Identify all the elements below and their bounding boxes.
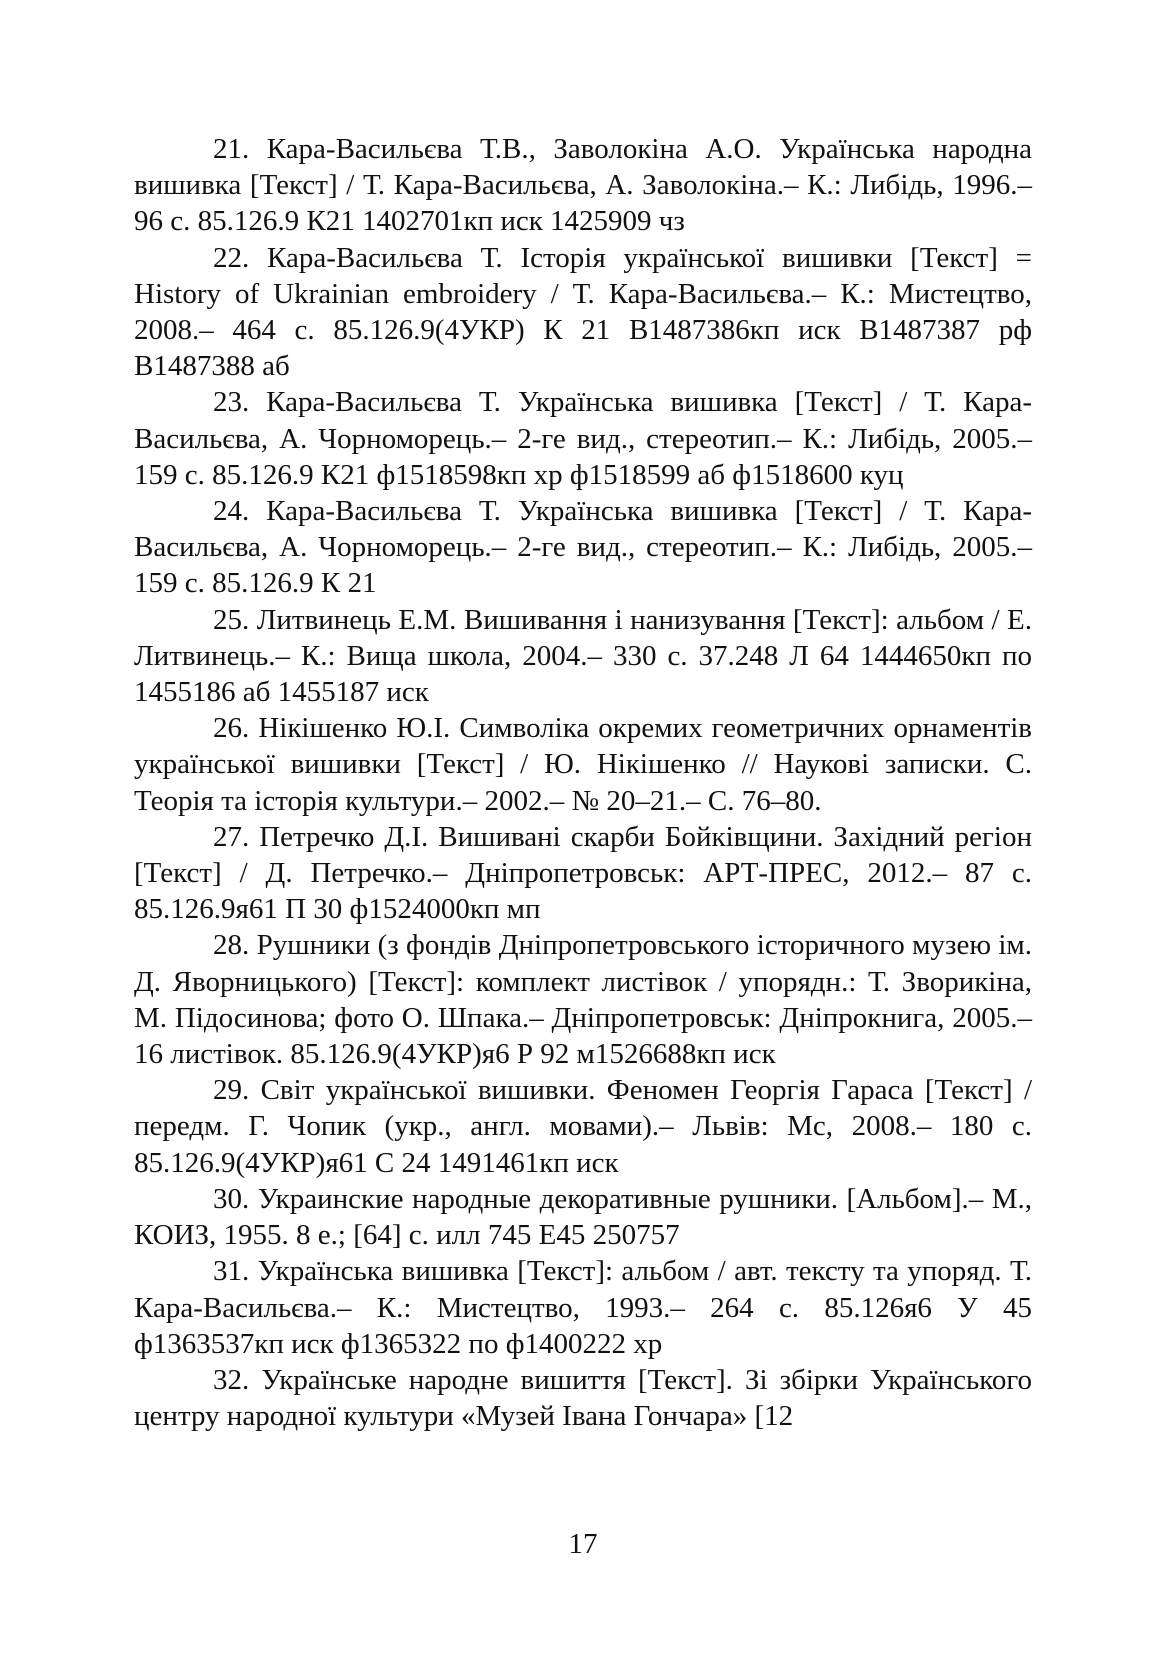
bibliography-entry [134,240,1032,385]
bibliography-entry [134,1181,1032,1253]
entry-text: Світ української вишивки. Феномен Георгія Гараса [Текст] / передм. Г. Чопик (укр., англ. мовами).– Львів: Мс, 2008.– 180 с. 85.126.9(4УКР)я61 С 24 1491461кп иск [134,1074,1032,1179]
entry-text: Кара-Васильєва Т. Українська вишивка [Текст] / Т. Кара-Васильєва, А. Чорноморець.– 2-ге вид., стереотип.– К.: Либідь, 2005.– 159 с. 85.126.9 К21 ф1518598кп хр ф1518599 аб ф1518600 куц [134,386,1033,491]
entry-number: 24. [213,495,250,528]
bibliography-entry [134,710,1032,819]
entry-number: 25. [213,603,250,636]
entry-number: 21. [213,133,250,165]
entry-number: 31. [213,1255,250,1288]
page-number: 17 [568,1528,598,1560]
entry-text: Рушники (з фондів Дніпропетровського історичного музею ім. Д. Яворницького) [Текст]: комплект листівок / упорядн.: Т. Зворикіна, М. Підосинова; фото О. Шпака.– Дніпропетровськ: Дніпрокнига, 2005.– 16 листівок. 85.126.9(4УКР)я6 Р 92 м1526688кп иск [134,929,1032,1071]
bibliography-entry [134,493,1032,602]
entry-number: 29. [213,1074,250,1107]
bibliography-entry [134,927,1032,1072]
entry-text: Кара-Васильєва Т. Історія української вишивки [Текст] = History of Ukrainian embroidery / Т. Кара-Васильєва.– К.: Мистецтво, 2008.– 464 с. 85.126.9(4УКР) К 21 В1487386кп иск В1487387 рф В1487388 аб [134,241,1032,383]
bibliography-list [134,131,1032,1434]
entry-number: 27. [213,820,250,853]
entry-text: Нікішенко Ю.І. Символіка окремих геометричних орнаментів української вишивки [Текст] / Ю. Нікішенко // Наукові записки. С. Теорія та історія культури.– 2002.– № 20–21.– С. 76–80. [134,712,1033,817]
entry-number: 26. [213,712,250,745]
bibliography-entry [134,1072,1032,1181]
entry-text: Петречко Д.І. Вишивані скарби Бойківщини. Західний регіон [Текст] / Д. Петречко.– Дніпропетровськ: АРТ-ПРЕС, 2012.– 87 с. 85.126.9я61 П 30 ф1524000кп мп [134,820,1032,926]
entry-text: Українська вишивка [Текст]: альбом / авт. тексту та упоряд. Т. Кара-Васильєва.– К.: Мистецтво, 1993.– 264 с. 85.126я6 У 45 ф1363537кп иск ф1365322 по ф1400222 хр [134,1255,1033,1360]
entry-text: Кара-Васильєва Т.В., Заволокіна А.О. Українська народна вишивка [Текст] / Т. Кара-Васильєва, А. Заволокіна.– К.: Либідь, 1996.– 96 с. 85.126.9 К21 1402701кп иск 1425909 чз [134,133,1032,238]
entry-text: Украинские народные декоративные рушники. [Альбом].– М., КОИЗ, 1955. 8 е.; [64] с. илл 745 Е45 250757 [134,1182,1032,1252]
entry-number: 32. [213,1363,250,1396]
entry-text: Кара-Васильєва Т. Українська вишивка [Текст] / Т. Кара-Васильєва, А. Чорноморець.– 2-ге вид., стереотип.– К.: Либідь, 2005.– 159 с. 85.126.9 К 21 [134,495,1033,600]
bibliography-entry [134,384,1032,493]
entry-text: Литвинець Е.М. Вишивання і нанизування [Текст]: альбом / Е. Литвинець.– К.: Вища школа, 2004.– 330 с. 37.248 Л 64 1444650кп по 1455186 аб 1455187 иск [134,603,1032,709]
bibliography-entry [134,1362,1032,1434]
bibliography-entry [134,131,1032,240]
entry-number: 22. [213,241,250,274]
entry-text: Українське народне вишиття [Текст]. Зі збірки Українського центру народної культури «Музей Івана Гончара» [12 [134,1363,1032,1433]
bibliography-entry [134,1253,1032,1362]
bibliography-entry [134,819,1032,928]
entry-number: 23. [213,386,250,419]
bibliography-entry [134,602,1032,711]
entry-number: 28. [213,929,250,962]
entry-number: 30. [213,1182,250,1215]
